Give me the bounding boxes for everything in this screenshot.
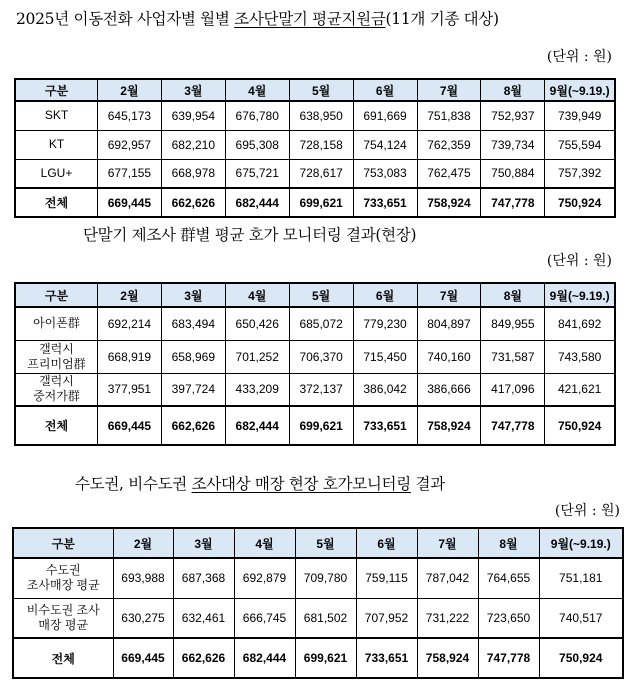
column-header-month: 5월 [289,283,353,307]
row-label-line: 비수도권 조사 [26,602,100,617]
table-cell: 692,957 [97,130,161,159]
total-cell: 733,651 [356,638,417,678]
row-label-line: 갤럭시 [39,341,74,356]
table-cell: 691,669 [353,101,417,130]
table-cell: 386,042 [353,373,417,406]
section3-title-underlined: 조사대상 매장 현장 호가모니터링 [191,475,411,493]
column-header-month: 6월 [353,79,417,101]
table-cell: 666,745 [234,598,295,638]
row-label-line: 프리미엄群 [27,356,86,371]
table-cell: 731,222 [417,598,478,638]
table-cell: 683,494 [161,307,225,340]
column-header-category: 구분 [15,283,97,307]
total-row [13,638,623,678]
table-row [15,101,615,130]
row-label-line: SKT [44,108,69,123]
table-cell: 676,780 [225,101,289,130]
table-cell: 377,951 [97,373,161,406]
table-cell: 685,072 [289,307,353,340]
table-cell: 386,666 [417,373,481,406]
table-row [15,340,615,373]
column-header-month: 8월 [481,283,545,307]
row-label-line: LGU+ [40,165,73,180]
total-cell: 758,924 [417,188,481,217]
section3-title-tail: 결과 [410,475,445,493]
row-label [15,130,97,159]
table-row [15,373,615,406]
column-header-month: 2월 [97,79,161,101]
table-cell: 740,517 [539,598,623,638]
table-cell: 849,955 [481,307,545,340]
table-cell: 755,594 [545,130,615,159]
table-cell: 759,115 [356,558,417,598]
table-cell: 645,173 [97,101,161,130]
table-cell: 751,838 [417,101,481,130]
table-cell: 728,617 [289,159,353,188]
total-cell: 699,621 [289,188,353,217]
section2-title [83,223,416,245]
table-row [15,130,615,159]
table-cell: 753,083 [353,159,417,188]
table-cell: 372,137 [289,373,353,406]
table-cell: 752,937 [481,101,545,130]
row-label-line: 아이폰群 [33,316,80,331]
column-header-month: 2월 [97,283,161,307]
table-row [15,159,615,188]
total-row [15,406,615,445]
row-label-line: 수도권 [45,563,81,578]
column-header-category: 구분 [13,528,113,558]
total-cell: 750,924 [545,188,615,217]
table-cell: 701,252 [225,340,289,373]
total-cell: 662,626 [161,188,225,217]
column-header-month: 8월 [481,79,545,101]
row-label-line: 갤럭시 [39,374,74,389]
total-cell: 682,444 [234,638,295,678]
column-header-month: 3월 [173,528,234,558]
section2-unit: (단위 : 원) [546,253,612,269]
total-cell: 758,924 [417,406,481,445]
total-cell: 662,626 [173,638,234,678]
header-row [15,283,615,307]
table-section1 [14,78,616,218]
section1-title [16,7,499,29]
row-label [15,307,97,340]
table-cell: 715,450 [353,340,417,373]
section3-unit: (단위 : 원) [554,503,620,519]
total-cell: 662,626 [161,406,225,445]
table-cell: 668,978 [161,159,225,188]
table-section3 [12,527,624,679]
table-cell: 658,969 [161,340,225,373]
table-cell: 682,210 [161,130,225,159]
table-section2 [14,282,616,446]
table-cell: 779,230 [353,307,417,340]
total-label: 전체 [15,406,97,445]
table-cell: 433,209 [225,373,289,406]
column-header-month: 9월(~9.19.) [545,283,615,307]
column-header-month: 3월 [161,283,225,307]
total-cell: 682,444 [225,188,289,217]
total-cell: 669,445 [113,638,173,678]
table-cell: 787,042 [417,558,478,598]
table-cell: 743,580 [545,340,615,373]
total-cell: 699,621 [295,638,356,678]
table-row [15,307,615,340]
table-cell: 762,475 [417,159,481,188]
section1-title-tail: (11개 기종 대상) [385,10,499,28]
total-cell: 747,778 [478,638,539,678]
table-cell: 707,952 [356,598,417,638]
total-cell: 733,651 [353,188,417,217]
row-label [13,558,113,598]
row-label [15,159,97,188]
column-header-month: 8월 [478,528,539,558]
table-cell: 650,426 [225,307,289,340]
table-cell: 750,884 [481,159,545,188]
row-label [13,598,113,638]
table-cell: 841,692 [545,307,615,340]
table-cell: 639,954 [161,101,225,130]
column-header-month: 5월 [289,79,353,101]
section1-title-text: 2025년 이동전화 사업자별 월별 [16,10,235,28]
total-cell: 750,924 [539,638,623,678]
table-cell: 675,721 [225,159,289,188]
row-label-line: KT [48,137,65,151]
table-cell: 731,587 [481,340,545,373]
table-cell: 677,155 [97,159,161,188]
table-cell: 754,124 [353,130,417,159]
row-label-line: 중저가群 [33,389,80,404]
table-cell: 687,368 [173,558,234,598]
section2-title-text: 단말기 제조사 群별 평균 호가 모니터링 결과(현장) [83,226,417,244]
column-header-month: 9월(~9.19.) [545,79,615,101]
column-header-month: 4월 [225,79,289,101]
total-cell: 669,445 [97,188,161,217]
column-header-month: 7월 [417,79,481,101]
total-cell: 747,778 [481,188,545,217]
column-header-month: 4월 [234,528,295,558]
table-cell: 706,370 [289,340,353,373]
column-header-month: 5월 [295,528,356,558]
table-cell: 739,949 [545,101,615,130]
table-cell: 740,160 [417,340,481,373]
table-row [13,598,623,638]
column-header-month: 4월 [225,283,289,307]
table-cell: 692,879 [234,558,295,598]
total-cell: 682,444 [225,406,289,445]
table-row [13,558,623,598]
total-row [15,188,615,217]
table-cell: 668,919 [97,340,161,373]
table-cell: 723,650 [478,598,539,638]
table-cell: 693,988 [113,558,173,598]
header-row [13,528,623,558]
total-label: 전체 [13,638,113,678]
header-row [15,79,615,101]
section3-title [75,472,445,494]
table-cell: 709,780 [295,558,356,598]
column-header-month: 3월 [161,79,225,101]
row-label [15,373,97,406]
total-label: 전체 [15,188,97,217]
table-cell: 764,655 [478,558,539,598]
table-cell: 681,502 [295,598,356,638]
column-header-month: 2월 [113,528,173,558]
section1-unit: (단위 : 원) [546,49,612,65]
table-cell: 417,096 [481,373,545,406]
total-cell: 747,778 [481,406,545,445]
table-cell: 421,621 [545,373,615,406]
row-label-line: 매장 평균 [38,617,89,632]
total-cell: 699,621 [289,406,353,445]
column-header-month: 9월(~9.19.) [539,528,623,558]
section1-title-underlined: 조사단말기 평균지원금 [234,10,386,28]
column-header-month: 6월 [356,528,417,558]
total-cell: 733,651 [353,406,417,445]
table-cell: 695,308 [225,130,289,159]
column-header-month: 7월 [417,283,481,307]
table-cell: 397,724 [161,373,225,406]
total-cell: 669,445 [97,406,161,445]
table-cell: 638,950 [289,101,353,130]
table-cell: 751,181 [539,558,623,598]
total-cell: 758,924 [417,638,478,678]
table-cell: 728,158 [289,130,353,159]
table-cell: 739,734 [481,130,545,159]
total-cell: 750,924 [545,406,615,445]
table-cell: 804,897 [417,307,481,340]
column-header-month: 7월 [417,528,478,558]
table-cell: 630,275 [113,598,173,638]
table-cell: 757,392 [545,159,615,188]
column-header-month: 6월 [353,283,417,307]
row-label [15,340,97,373]
section3-title-text: 수도권, 비수도권 [75,475,192,493]
table-cell: 692,214 [97,307,161,340]
row-label [15,101,97,130]
table-cell: 632,461 [173,598,234,638]
table-cell: 762,359 [417,130,481,159]
column-header-category: 구분 [15,79,97,101]
row-label-line: 조사매장 평균 [26,578,100,593]
